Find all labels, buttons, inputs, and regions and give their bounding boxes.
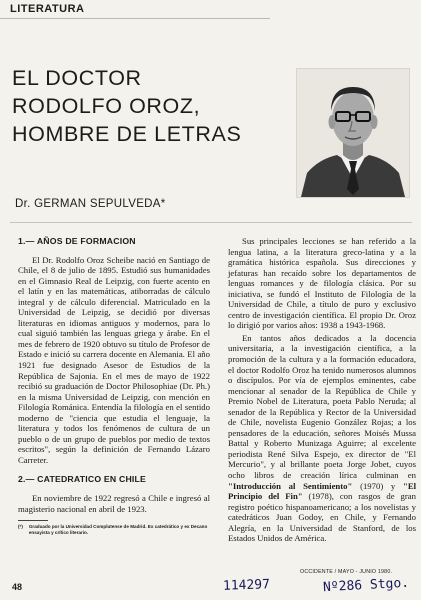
title-line-3: HOMBRE DE LETRAS	[12, 122, 242, 146]
book-title-introduccion: "Introducción al Sentimiento"	[228, 480, 353, 491]
author-portrait-photo	[296, 68, 410, 198]
byline-rule	[10, 222, 412, 223]
right-paragraph-2-text-a: En tantos años dedicados a la docencia universitaria, a la investigación científica, a la promoción de la cultura y a la formación educadora, el doctor Rodolfo Oroz ha tenido numerosos alumnos o discípulos. Por vía de ejemplos eminentes, cabe mencionar al senador de la República de Chile y Premio Nobel de Literatura, poeta Pablo Neruda; al senador de la República y Rector de la Universidad de Chile, novelista Eugenio González Rojas; a los pensadores de la educación, señores Moisés Mussa Battal y Roberto Munizaga Aguirre; al excelente periodista René Silva Espejo, ex director de "El Mercurio", y al brillante poeta Jorge Jobet, cuyos ocho libros de creación lírica culminan en	[228, 332, 416, 481]
right-column	[228, 236, 416, 546]
title-line-1: EL DOCTOR	[12, 66, 142, 90]
title-line-2: RODOLFO OROZ,	[12, 94, 201, 118]
handwritten-catalog-number: 114297	[222, 577, 271, 594]
author-byline: Dr. GERMAN SEPULVEDA*	[15, 198, 166, 210]
top-rule	[0, 18, 270, 19]
section-1-heading: 1.— AÑOS DE FORMACION	[18, 236, 136, 246]
portrait-illustration	[297, 69, 409, 197]
right-paragraph-1: Sus principales lecciones se han referido a la lengua latina, a la literatura greco-latina y a la gramática histórica española. Sus direcciones y jefaturas han recaído sobre los departamentos de lenguas romances y de filología clásica. Por su iniciativa, se fundó el Instituto de Filología de la Universidad de Chile, a título de puro y exclusivo centro de investigación científica. El propio Dr. Oroz lo dirigió por varios años: 1938 a 1943-1968.	[228, 236, 416, 331]
footnote	[18, 524, 210, 536]
footnote-text: Graduado por la Universidad Complutense de Madrid. Ex catedrático y ex Decano ensayista y crítico literario.	[28, 524, 208, 535]
section-2-heading: 2.— CATEDRATICO EN CHILE	[18, 474, 147, 485]
right-paragraph-2-text-c: (1978), con rasgos de gran registro poético hispanoamericano; a los novelistas y catedráticos Juan Godoy, en Chile, y Fernando Alegría, en la Universidad de Stanford, de los Estados Unidos de América.	[228, 491, 416, 544]
book-title-principio: "El Principio del Fin"	[228, 480, 417, 502]
footnote-rule	[18, 520, 48, 521]
left-column	[18, 236, 210, 536]
section-label: LITERATURA	[10, 3, 85, 15]
section-2-paragraph: En noviembre de 1922 regresó a Chile e ingresó al magisterio nacional en abril de 1923.	[18, 493, 210, 514]
right-paragraph-2	[228, 333, 416, 544]
right-paragraph-2-text-b: (1970) y	[360, 480, 396, 491]
handwritten-reference: Nº286 Stgo.	[322, 575, 410, 596]
section-1-paragraph: El Dr. Rodolfo Oroz Scheibe nació en Santiago de Chile, el 8 de julio de 1895. Estudió sus humanidades en el Gimnasio Real de Leipzig, con fuerte acento en el latín y en las matemáticas, atiborradas de cálculo integral y de cálculo diferencial. Matriculado en la Universidad de Leipzig, se decidió por diversas literaturas en idiomas antiguos y modernos, para lo cual siguió también las lenguas griega y árabe. En el mes de febrero de 1920 obtuvo su título de Profesor de Estado e inició su carrera docente en Alemania. El año 1921 fue designado Asesor de Estudios de la República de Sajonia. En el mes de mayo de 1922 recibió su graduación de Doctor Philosophiae (Dr. Ph.) en la misma Universidad de Leipzig, con mención en Filología Románica. Entendía la filología en el sentido moderno de "ciencia que estudia el lenguaje, la literatura y todos los fenómenos de cultura de un pueblo o de un grupo de pueblos por medio de textos escritos", según la definición de Fernando Lázaro Carreter.	[18, 254, 210, 465]
article-title	[12, 64, 241, 148]
footnote-mark: (*)	[18, 524, 23, 530]
page-number: 48	[12, 582, 23, 592]
journal-footer: OCCIDENTE / MAYO - JUNIO 1980.	[300, 569, 393, 575]
